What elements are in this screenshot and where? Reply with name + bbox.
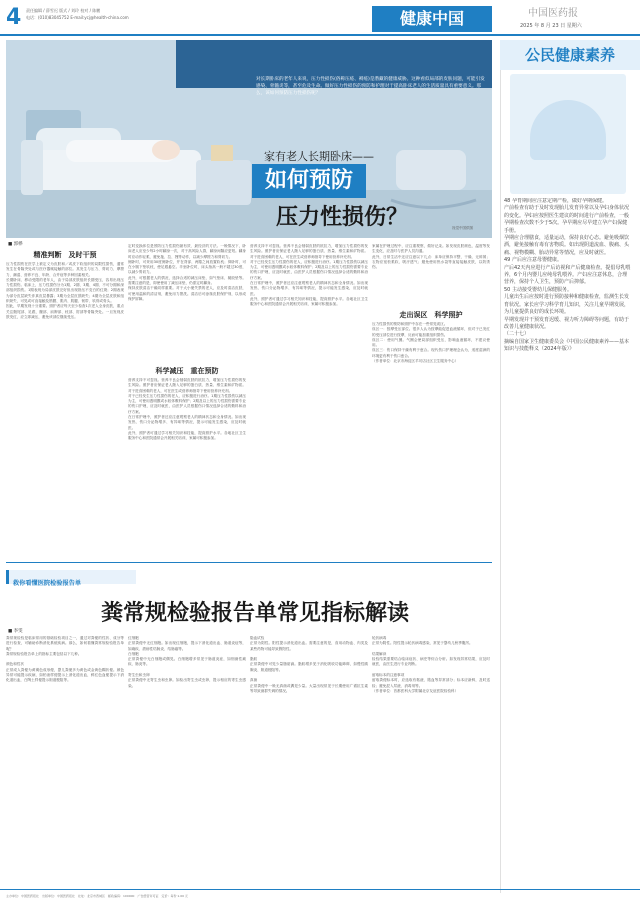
page-number: 4 [6,5,22,30]
footer: 主办单位：中国医药报社 出版单位：中国医药报社 社址：北京市西城区 邮政编码：100000 广告经营许可证 定价：每份 1.00 元 [0,889,640,901]
sidebar-header [500,40,640,70]
hero-title-line1: 如何预防 [252,164,366,198]
article1-subhead-1: 精准判断 及时干预 [33,251,97,259]
article1-column-1: 压力性损伤在医学上被定义为皮肤和／或皮下软组织的局限性损伤，通常发生在骨隆突处或与医疗器械接触的部位。其发生与压力、剪切力、摩擦力、潮湿、营养不良、年龄、合并症等多种因素相关。 长期卧床、移动受限的老年人，由于局部皮肤组织长期受压，容易出现压力性损伤。临床上，压力性损伤分为1期、2期、3期、4期、不可分期和深部组织损伤。1期表现为局部皮肤完好但出现指压不变白的红斑；2期表现为部分皮层缺失伴真皮层暴露；3期为全层皮肤缺失；4期为全层皮肤和组织缺失，可见或可直接触及筋膜、肌肉、肌腱、韧带、软骨或骨头。 因此，早期发现十分重要。照护者应每天至少检查1次老人全身皮肤，重点关注骶尾部、足跟、髋部、肩胛部、枕部、肘部等骨隆突处。一旦发现皮肤发红，应立即减压，避免该部位继续受压。 [6,262,124,319]
sidebar-title: 公民健康素养 [524,46,615,64]
hero-illustration [6,40,492,238]
editor-line: 责任编辑 / 薛雪迟 版式 / 刘玲 校对 / 陈鹏 [26,8,101,13]
article1-column-3: 营养支持不可忽视。营养不良会削弱皮肤的抵抗力，增加压力性损伤的发生风险。照护者应保证老人摄入足够的蛋白质、热量、维生素和矿物质。对于进食困难的老人，可在医生或营养师指导下使用营养补充剂。 对于已经发生压力性损伤的老人，应积极进行治疗。1期压力性损伤以减压为主，可使用透明膜或水胶体敷料保护；2期及以上的压力性损伤需要专业的伤口护理，应及时就医，由医护人员根据伤口情况选择合适的敷料和治疗方案。 在日常护理中，照护者还应注意观察老人的精神状态和全身情况。如出现发热、伤口分泌物增多、有异味等情况，提示可能发生感染，应及时就医。 此外，照护者可通过学习相关知识和技能，提高照护水平。各地社区卫生服务中心和医院通常会开展相关培训，家属可积极参加。 [250,244,368,307]
section-title: 健康中国 [372,6,492,32]
article1-byline: ■ 郭桦 [8,242,23,247]
article2-column-1: 粪常规检验是临床常用的基础检验项目之一，通过对粪便的性状、成分等进行检查，可辅助诊断消化系统疾病。那么，如何看懂粪常规检验报告单呢？ 粪常规检验报告单上的指标主要包括以下几种。 颜色和性状 正常成人粪便为黄褐色成形便，婴儿粪便多为黄色或金黄色糊状便。颜色异常可能提示疾病，如柏油样便提示上消化道出血，鲜红色血便提示下消化道出血，白陶土样便提示胆道梗阻等。 [6,636,124,683]
article2-column-2: 红细胞 正常粪便中无红细胞。如出现红细胞，提示下消化道出血、肠道炎症等，如痢疾、溃疡性结肠炎、结肠癌等。 白细胞 正常粪便中无白细胞或偶见。白细胞增多常见于肠道炎症，如细菌性痢疾、肠炎等。 寄生虫和虫卵 正常粪便中无寄生虫和虫卵。如检出寄生虫或虫卵，提示相应的寄生虫感染。 [128,636,246,688]
issue-date: 2025 年 8 月 23 日 星期六 [520,23,582,29]
article1-column-4b: 压力性损伤的预防和照护中存在一些常见误区。 误区一：按摩受压部位。很多人认为按摩能促进血液循环，但对于已发红的受压部位进行按摩，反而可能加重组织损伤。 误区二：使用气圈。气圈会使局部组织受压，影响血液循环，不建议使用。 误区三：伤口保持干燥有利于愈合。现代伤口护理理念认为，适度湿润的环境更有利于伤口愈合。 （作者单位：北京市海淀区羊坊店社区卫生服务中心） [372,322,490,364]
intro-text: 对长期卧床的老年人来说，压力性损伤(俗称压疮、褥疮)是潜藏的健康威胁。这种看似局部的皮肤问题，可能引发感染、骨髓炎等，甚至危及生命。做好压力性损伤的预防和护理对于提高卧床老人的生活质量具有重要意义。那么，该如何预防压力性损伤呢？ [256,77,485,96]
hero-title-line2: 压力性损伤？ [276,205,409,230]
hero-kicker: 家有老人长期卧床—— [264,150,374,163]
masthead [0,0,640,38]
article2-title: 粪常规检验报告单常见指标解读 [100,600,409,626]
contact-line: 电话：(010)83045752 E-mail:ycj@health-china.com [26,15,129,20]
article1-column-2b: 营养支持不可忽视。营养不良会削弱皮肤的抵抗力，增加压力性损伤的发生风险。照护者应保证老人摄入足够的蛋白质、热量、维生素和矿物质。对于进食困难的老人，可在医生或营养师指导下使用营养补充剂。 对于已经发生压力性损伤的老人，应积极进行治疗。1期压力性损伤以减压为主，可使用透明膜或水胶体敷料保护；2期及以上的压力性损伤需要专业的伤口护理，应及时就医，由医护人员根据伤口情况选择合适的敷料和治疗方案。 在日常护理中，照护者还应注意观察老人的精神状态和全身情况。如出现发热、伤口分泌物增多、有异味等情况，提示可能发生感染，应及时就医。 此外，照护者可通过学习相关知识和技能，提高照护水平。各地社区卫生服务中心和医院通常会开展相关培训，家属可积极参加。 [128,378,246,441]
article2-column-4: 轮状病毒 正常为阴性。阳性提示轮状病毒感染，常见于婴幼儿秋季腹泻。 结果解读 检验结果需要结合临床症状、病史等综合分析。如发现异常结果，应及时就医，由医生进行专业判断。 留取标本的注意事项 留取粪便标本时，应选取有黏液、脓血等异常部分；标本应新鲜，及时送检；避免混入尿液、消毒剂等。 （作者单位：首都医科大学附属北京友谊医院检验科） [372,636,490,693]
article2-column-3: 隐血试验 正常为阴性。阳性提示消化道出血。需要注意的是，食用动物血、肉类及某些药物可能导致假阳性。 脂肪 正常粪便中可见少量脂肪滴。脂肪增多见于消化吸收功能障碍，如慢性胰腺炎、胆道梗阻等。 真菌 正常粪便中一般无真菌或偶见少量。大量出现常见于长期使用广谱抗生素等导致菌群失调的情况。 [250,636,368,693]
article2-banner [6,570,136,587]
photo-credit: 视觉中国供图 [452,226,473,230]
article1-subhead-3: 走出误区 科学照护 [399,311,463,319]
sidebar-text: 48 孕育期间应注意定期产检，做好孕期保健。 产前检查有助于及时发现胎儿发育异常以及孕妇身体状况的变化。孕妇应按照医生建议的时间进行产前检查，一般孕期检查次数不少于5次。孕早期应尽早建立孕产妇保健手册。 孕期应合理膳食，适量运动，保持良好心态。避免吸烟饮酒，避免接触有毒有害物质。如出现阴道流血、腹痛、头痛、视物模糊、胎动异常等情况，应及时就医。 49 产后应注意母婴健康。 产后42天内应进行产后访视和产后健康检查。提倡母乳喂养，6个月内婴儿应纯母乳喂养。产妇应注意休息，合理营养，保持个人卫生，预防产后抑郁。 50 主动接受婴幼儿保健服务。 儿童出生后应按时进行预防接种和健康检查，监测生长发育状况。家长应学习科学育儿知识，关注儿童早期发展，为儿童提供良好的成长环境。 早期发现并干预发育迟缓、视力听力障碍等问题，有助于改善儿童健康状况。 （二十七） 摘编自国家卫生健康委员会《中国公民健康素养——基本知识与技能释义（2024年版）》 [504,198,631,353]
newspaper-logo: 中国医药报 [528,8,578,19]
rocking-chair-shape [396,150,466,190]
article1-subhead-2: 科学减压 重在预防 [155,367,219,375]
header-rule [0,34,640,36]
article1-column-4a: 家属在护理过程中，应注重观察，做好记录。如发现皮肤颜色、温度等发生变化，应及时与医护人员沟通。 此外，日常生活中还应注意以下几点：床单应保持平整、干燥、无碎屑；衣物应宽松柔软、吸汗透气；避免使用热水袋等直接接触皮肤，以防烫伤。 [372,244,490,270]
article1-column-2a: 定时变换体位是预防压力性损伤最有效、最经济的方法。一般情况下，卧床老人应至少每2小时翻身一次，对于高风险人群，翻身间隔应更短。翻身时应动作轻柔，避免拖、拉、拽等动作，以减少摩擦力和剪切力。 侧卧时，可采用30度侧卧位，并在背部、两膝之间放置软枕；仰卧时，可在小腿下垫软枕，使足跟悬空。半坐卧位时，床头抬高一般不超过30度，以减少剪切力。 此外，可根据老人的情况，选择合适的减压床垫，如气垫床、凝胶垫等。需要注意的是，即使使用了减压床垫，仍需定时翻身。 保持皮肤清洁干燥同样重要。对于大小便失禁的老人，应及时清洁皮肤，可使用温和的清洁剂，避免用力擦洗。清洁后可涂抹皮肤保护剂，以形成保护屏障。 [128,244,246,301]
nightstand-shape [196,160,251,205]
section-divider [6,562,492,563]
article2-kicker: 救你看懂医院检验报告单 [13,580,82,587]
article2-byline: ■ 李雯 [8,629,23,634]
